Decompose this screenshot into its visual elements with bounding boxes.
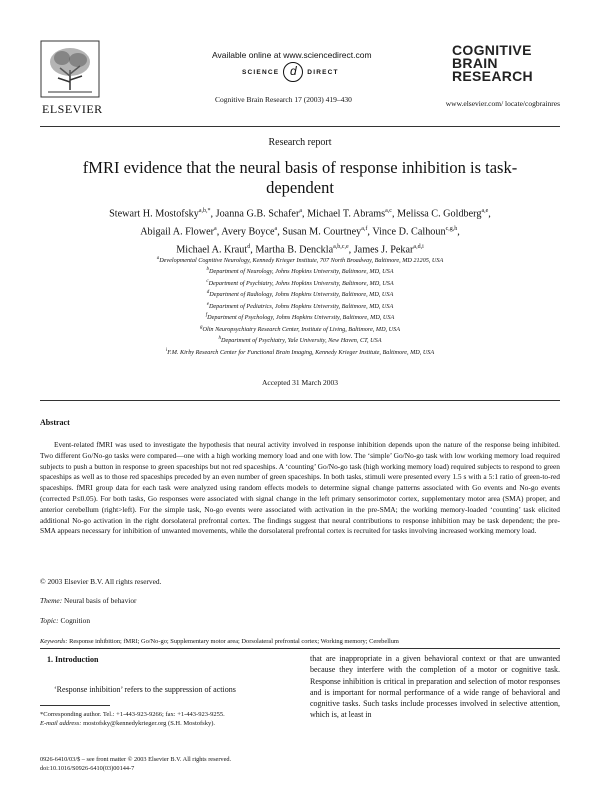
journal-logo: [452, 44, 560, 83]
paper-title: fMRI evidence that the neural basis of response inhibition is task-dependent: [82, 158, 518, 197]
author-affiliation-mark: a,f: [361, 225, 368, 232]
affiliation-mark: f: [205, 313, 208, 319]
affiliation-mark: b: [206, 267, 210, 273]
author-separator: ,: [457, 226, 460, 238]
author-name: Avery Boyce: [221, 226, 275, 238]
journal-citation: Cognitive Brain Research 17 (2003) 419–430: [215, 95, 352, 104]
affiliation: [90, 346, 510, 357]
affiliation: [90, 311, 510, 322]
theme-line: [40, 596, 136, 605]
affiliation-mark: d: [206, 290, 210, 296]
author-name: James J. Pekar: [353, 244, 414, 256]
author-name: Michael T. Abrams: [307, 208, 386, 220]
intro-left-text: ‘Response inhibition’ refers to the suppression of actions: [54, 685, 236, 694]
affiliation: [90, 254, 510, 265]
affiliation: [90, 300, 510, 311]
abstract-text: Event-related fMRI was used to investigate the hypothesis that neural activity involved in response inhibition depends upon the nature of the response being inhibited. Two different Go/No-go tasks were compared—one with a high working memory load and one with low. The ‘simple’ Go/No-go task with low working memory load required subjects to push a button in response to green spaceships but not red spaceships. A ‘counting’ Go/No-go task (high working memory load) required subjects to respond to green spaceships as well as to those red spaceships preceded by an even number of green spaceships. In both tasks, stimuli were presented every 1.5 s with a 5:1 ratio of green-to-red spaceships. fMRI group data for each task were analyzed using random effects models to determine signal change patterns associated with Go events and No-go events (corrected P≤0.05). For both tasks, Go responses were associated with signal change in the left primary sensorimotor cortex, supplementary motor area (SMA) proper, and anterior cerebellum (right>left). For the simple task, No-go events were associated with activation in the pre-SMA; the working memory-loaded ‘counting’ task elicited additional No-go activation in the right dorsolateral prefrontal cortex. The findings suggest that neural contributions to response inhibition may be task dependent; the pre-SMA appears necessary for inhibition of unwanted movements, while the dorsolateral prefrontal cortex is recruited for tasks involving increased working memory load.: [40, 440, 560, 536]
sd-right-text: DIRECT: [307, 68, 339, 76]
author-name: Abigail A. Flower: [140, 226, 215, 238]
document-type: Research report: [268, 137, 332, 148]
affiliation: [90, 288, 510, 299]
author-affiliation-mark: a: [214, 225, 217, 232]
journal-url[interactable]: www.elsevier.com/ locate/cogbrainres: [445, 99, 560, 108]
topic-label: Topic:: [40, 616, 59, 625]
author-separator: ,: [367, 226, 370, 238]
affiliation-mark: e: [206, 301, 209, 307]
abstract-body: [40, 440, 560, 537]
affiliation-text: Olin Neuropsychiatry Research Center, Institute of Living, Baltimore, MD, USA: [202, 325, 400, 333]
author-list: [60, 204, 540, 258]
affiliation: [90, 277, 510, 288]
abstract-top-rule: [40, 400, 560, 401]
affiliation-mark: c: [206, 278, 209, 284]
theme-label: Theme:: [40, 596, 63, 605]
journal-logo-line: BRAIN: [452, 55, 498, 71]
author-affiliation-mark: a: [299, 208, 303, 214]
abstract-heading: Abstract: [40, 418, 70, 427]
publisher-name: ELSEVIER: [42, 102, 103, 116]
page-header: [40, 40, 560, 120]
affiliation-text: F.M. Kirby Research Center for Functional Brain Imaging, Kennedy Krieger Institute, Baltimore, MD, USA: [167, 348, 435, 356]
email-label: E-mail address:: [40, 720, 82, 727]
email-suffix: (S.H. Mostofsky).: [168, 720, 215, 727]
author-affiliation-mark: a,e: [481, 208, 489, 214]
intro-left-column: [40, 684, 288, 695]
author-separator: ,: [488, 208, 491, 220]
accepted-date: Accepted 31 March 2003: [261, 378, 338, 387]
affiliation-text: Department of Pediatrics, Johns Hopkins University, Baltimore, MD, USA: [208, 302, 394, 310]
intro-right-text: that are inappropriate in a given behavioral context or that are unwanted because they interfere with the completion of a motor or cognitive task. Response inhibition is critical in preparation and selection of motor responses and is important for normal performance of a wide range of behavioral and cognitive tasks. Such tasks include processes involved in selective attention, which is, at least in: [310, 654, 560, 720]
author-separator: ,: [391, 208, 395, 220]
author-affiliation-mark: a,c: [385, 208, 392, 214]
affiliation-text: Department of Neurology, Johns Hopkins University, Baltimore, MD, USA: [209, 268, 394, 276]
affiliation-mark: i: [165, 347, 168, 353]
journal-logo-line: RESEARCH: [452, 68, 533, 84]
author-affiliation-mark: d: [247, 243, 251, 250]
affiliation-text: Department of Psychiatry, Johns Hopkins University, Baltimore, MD, USA: [208, 280, 394, 287]
available-online-text: Available online at www.sciencedirect.com: [212, 50, 372, 60]
author-name: Melissa C. Goldberg: [397, 208, 482, 220]
author-affiliation-mark: a,b,c,e: [333, 243, 349, 250]
author-name: Joanna G.B. Schafer: [215, 208, 300, 220]
topic-line: [40, 616, 90, 625]
affiliation-text: Department of Psychology, Johns Hopkins University, Baltimore, MD, USA: [207, 314, 395, 322]
footnote: [40, 710, 288, 728]
author-name: Susan M. Courtney: [282, 226, 362, 238]
author-affiliation-mark: c,g,h: [445, 225, 458, 232]
theme-value: Neural basis of behavior: [64, 596, 137, 605]
author-name: Martha B. Denckla: [255, 244, 334, 256]
affiliation-text: Department of Radiology, Johns Hopkins University, Baltimore, MD, USA: [209, 291, 394, 299]
abstract-copyright: © 2003 Elsevier B.V. All rights reserved.: [40, 577, 162, 586]
affiliation-mark: a: [156, 256, 160, 261]
introduction-heading: 1. Introduction: [47, 655, 99, 664]
affiliation: [90, 265, 510, 276]
author-separator: ,: [348, 244, 354, 256]
corresponding-author: *Corresponding author. Tel.: +1-443-923-9266; fax: +1-443-923-9255.: [40, 711, 225, 718]
keywords-label: Keywords:: [40, 638, 68, 645]
author-separator: ,: [250, 244, 256, 256]
footnote-rule: [40, 705, 110, 706]
author-separator: ,: [302, 208, 308, 220]
author-separator: ,: [216, 226, 222, 238]
affiliation-mark: h: [218, 336, 221, 342]
doi-line[interactable]: doi:10.1016/S0926-6410(03)00144-7: [40, 765, 135, 772]
issn-line: 0926-6410/03/$ – see front matter © 2003 Elsevier B.V. All rights reserved.: [40, 756, 232, 763]
author-affiliation-mark: a,d,i: [413, 243, 424, 250]
elsevier-tree-logo: [40, 40, 100, 98]
author-separator: ,: [210, 208, 216, 220]
keywords-rule: [40, 648, 560, 649]
journal-logo-line: COGNITIVE: [452, 42, 532, 58]
author-affiliation-mark: a: [274, 225, 278, 232]
email-line: [40, 719, 288, 728]
author-name: Michael A. Kraut: [176, 244, 248, 256]
sciencedirect-logo: [242, 62, 339, 82]
sd-left-text: SCIENCE: [242, 68, 280, 76]
affiliation-text: Developmental Cognitive Neurology, Kennedy Krieger Institute, 707 North Broadway, Baltimore, MD 21205, USA: [159, 257, 444, 265]
sd-at-icon: d: [283, 62, 303, 82]
affiliation-list: [90, 254, 510, 357]
email-link[interactable]: mostofsky@kennedykrieger.org: [83, 720, 167, 727]
intro-right-column: [310, 653, 560, 721]
keywords-line: [40, 638, 399, 645]
author-name: Stewart H. Mostofsky: [109, 208, 199, 220]
author-name: Vince D. Calhoun: [372, 226, 446, 238]
affiliation-text: Department of Psychiatry, Yale University, New Haven, CT, USA: [220, 337, 382, 345]
issn-block: [40, 755, 288, 773]
topic-value: Cognition: [60, 616, 91, 625]
affiliation: [90, 323, 510, 334]
author-affiliation-mark: a,b,*: [198, 208, 211, 214]
author-separator: ,: [277, 226, 283, 238]
header-rule: [40, 126, 560, 127]
affiliation: [90, 334, 510, 345]
affiliation-mark: g: [200, 324, 203, 330]
keywords-value: Response inhibition; fMRI; Go/No-go; Supplementary motor area; Dorsolateral prefrontal cortex; Working memory; Cerebellum: [69, 638, 399, 645]
